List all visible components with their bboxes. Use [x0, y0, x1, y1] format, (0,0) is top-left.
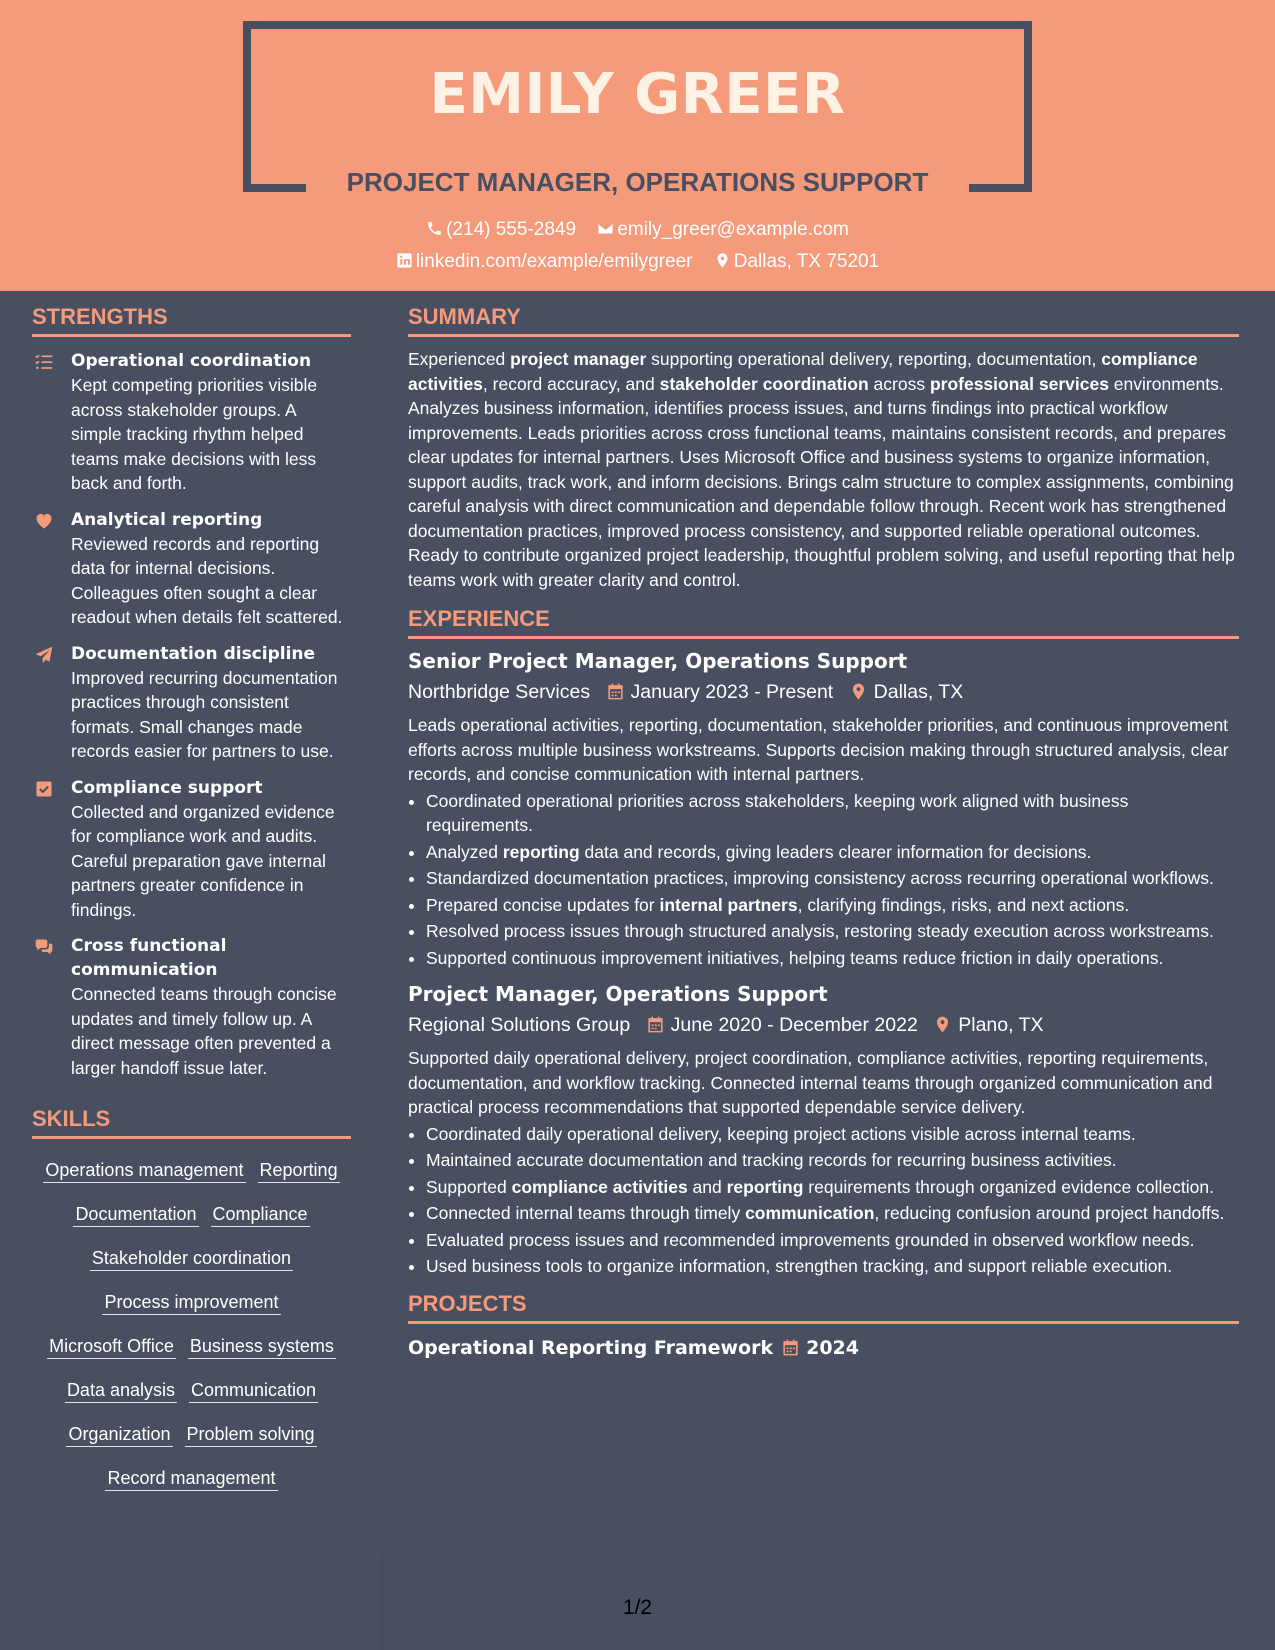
bullet-item — [426, 1122, 1239, 1147]
bold-phrase: compliance activities — [408, 349, 1198, 394]
strength-title: Documentation discipline — [71, 643, 316, 664]
job-dates: January 2023 - Present — [630, 681, 834, 703]
map-pin-icon — [933, 1015, 952, 1034]
skill-tag: Organization — [66, 1422, 172, 1447]
bullet-item — [426, 866, 1239, 891]
strength-desc: Connected teams through concise updates and timely follow up. A direct message often prevented a larger handoff issue later. — [71, 984, 337, 1078]
strength-item — [32, 642, 351, 764]
strength-item — [32, 508, 351, 630]
map-pin-icon — [849, 682, 868, 701]
bullet-item — [426, 789, 1239, 838]
checklist-icon — [34, 352, 54, 372]
text-run: , record accuracy, and — [482, 373, 660, 394]
text-run: environments. Analyzes business information, identifies process issues, and turns findings into practical workflow improvements. Leads priorities across cross functional teams, maintains consistent records, and prepares clear updates for internal partners. Uses Microsoft Office and business systems to organize information, support audits, track work, and inform decisions. Brings calm structure to complex assignments, combining careful analysis with direct communication and dependable follow through. Recent work has strengthened documentation practices, improved process consistency, and supported reliable operational outcomes. Ready to contribute organized project leadership, thoughtful problem solving, and useful reporting that help teams work with greater clarity and control. — [408, 373, 1235, 590]
project-title: Operational Reporting Framework — [408, 1336, 774, 1359]
skill-tag: Communication — [189, 1378, 318, 1403]
strengths-heading: STRENGTHS — [32, 304, 351, 337]
text-run: Experienced — [408, 349, 511, 369]
job-bullets — [408, 1122, 1239, 1279]
text-run: Connected internal teams through timely — [426, 1203, 746, 1223]
envelope-icon — [597, 220, 614, 237]
job-description: Leads operational activities, reporting, documentation, stakeholder priorities, and continuous improvement efforts across multiple business workstreams. Supports decision making through structured analysis, clear records, and concise communication with internal partners. — [408, 715, 1229, 784]
calendar-icon — [781, 1338, 800, 1357]
bullet-item — [426, 1254, 1239, 1279]
strength-title: Analytical reporting — [71, 509, 263, 530]
skill-tag: Record management — [105, 1466, 277, 1491]
bullet-item — [426, 1175, 1239, 1200]
phone-icon — [426, 220, 443, 237]
text-run: Prepared concise updates for — [426, 894, 660, 915]
bold-phrase: reporting — [502, 841, 580, 862]
strength-desc: Reviewed records and reporting data for internal decisions. Colleagues often sought a clear readout when details felt scattered. — [71, 533, 343, 627]
bold-phrase: compliance activities — [511, 1176, 688, 1197]
job-title: Project Manager, Operations Support — [408, 982, 828, 1006]
skill-tag: Reporting — [258, 1158, 340, 1183]
text-run: supporting operational delivery, reporting, documentation, — [646, 349, 1102, 369]
bold-phrase: project manager — [510, 349, 647, 369]
contact-row-1 — [0, 219, 1275, 241]
skill-tag: Problem solving — [185, 1422, 317, 1447]
summary-text — [408, 347, 1239, 592]
text-run: Coordinated operational priorities across stakeholders, keeping work aligned with business requirements. — [426, 790, 1129, 835]
job-location: Dallas, TX — [873, 681, 964, 703]
job-location: Plano, TX — [958, 1014, 1044, 1036]
email-item[interactable] — [597, 219, 849, 241]
text-run: Resolved process issues through structured analysis, restoring steady execution across workstreams. — [426, 921, 1214, 941]
bullet-item — [426, 1228, 1239, 1253]
skill-tag: Process improvement — [102, 1290, 280, 1315]
bullet-item — [426, 893, 1239, 918]
bullet-item — [426, 946, 1239, 971]
text-run: across — [868, 373, 930, 394]
skill-tag: Operations management — [43, 1158, 245, 1183]
strength-desc: Collected and organized evidence for compliance work and audits. Careful preparation gave internal partners greater confidence in findings. — [71, 801, 335, 920]
job-meta — [408, 1010, 1239, 1040]
phone-text: (214) 555-2849 — [446, 219, 577, 240]
bullet-item — [426, 1201, 1239, 1226]
skill-tag: Compliance — [211, 1202, 310, 1227]
job-description: Supported daily operational delivery, project coordination, compliance activities, reporting requirements, documentation, and workflow tracking. Connected internal teams through organized communication and practical process recommendations that supported dependable service delivery. — [408, 1048, 1213, 1117]
linkedin-icon — [396, 252, 413, 269]
job-entry — [408, 647, 1239, 970]
skill-tag: Stakeholder coordination — [90, 1246, 293, 1271]
summary-heading: SUMMARY — [408, 304, 1239, 337]
projects-heading: PROJECTS — [408, 1291, 1239, 1324]
strength-desc: Improved recurring documentation practices through consistent formats. Small changes made records easier for partners to use. — [71, 667, 338, 761]
text-run: Maintained accurate documentation and tracking records for recurring business activities. — [426, 1150, 1117, 1170]
bullet-item — [426, 840, 1239, 865]
job-entry — [408, 980, 1239, 1279]
strength-item — [32, 349, 351, 496]
text-run: Standardized documentation practices, improving consistency across recurring operational workflows. — [426, 868, 1214, 888]
job-bullets — [408, 789, 1239, 971]
strength-desc: Kept competing priorities visible across stakeholder groups. A simple tracking rhythm helped teams make decisions with less back and forth. — [71, 375, 318, 493]
text-run: Supported — [426, 1176, 512, 1197]
text-run: , clarifying findings, risks, and next actions. — [797, 894, 1130, 915]
bold-phrase: communication — [745, 1203, 875, 1223]
calendar-icon — [646, 1015, 665, 1034]
linkedin-item[interactable] — [396, 251, 693, 273]
project-entry — [408, 1334, 1239, 1362]
chat-bubbles-icon — [34, 937, 54, 957]
text-run: Used business tools to organize information, strengthen tracking, and support reliable execution. — [426, 1256, 1173, 1276]
job-dates: June 2020 - December 2022 — [670, 1014, 918, 1036]
skill-tag: Microsoft Office — [47, 1334, 176, 1359]
bold-phrase: stakeholder coordination — [659, 373, 869, 394]
text-run: requirements through organized evidence collection. — [803, 1176, 1214, 1197]
right-column — [408, 304, 1239, 1362]
job-title: Senior Project Manager, Operations Support — [408, 649, 908, 673]
linkedin-text: linkedin.com/example/emilygreer — [415, 251, 693, 272]
skill-tag: Data analysis — [65, 1378, 177, 1403]
text-run: and — [687, 1176, 727, 1197]
text-run: Evaluated process issues and recommended improvements grounded in observed workflow needs. — [426, 1229, 1195, 1250]
checkbox-icon — [34, 779, 54, 799]
location-item — [714, 251, 879, 273]
bold-phrase: professional services — [929, 373, 1109, 394]
candidate-name: EMILY GREER — [429, 62, 846, 127]
bullet-item — [426, 919, 1239, 944]
experience-heading: EXPERIENCE — [408, 606, 1239, 639]
skill-tag: Documentation — [73, 1202, 198, 1227]
strength-title: Operational coordination — [71, 351, 312, 371]
skills-list — [32, 1149, 351, 1501]
left-column — [32, 304, 351, 1501]
bold-phrase: internal partners — [659, 894, 798, 915]
calendar-icon — [606, 682, 625, 701]
text-run: , reducing confusion around project handoffs. — [874, 1203, 1225, 1223]
job-meta — [408, 677, 1239, 707]
map-pin-icon — [714, 252, 731, 269]
bullet-item — [426, 1148, 1239, 1173]
skills-heading: SKILLS — [32, 1106, 351, 1139]
email-text: emily_greer@example.com — [617, 219, 849, 240]
project-year: 2024 — [806, 1336, 859, 1359]
heart-icon — [34, 511, 54, 531]
text-run: data and records, giving leaders clearer information for decisions. — [579, 841, 1092, 862]
strength-title: Cross functional communication — [71, 936, 227, 980]
location-text: Dallas, TX 75201 — [733, 251, 880, 272]
bold-phrase: reporting — [726, 1176, 804, 1197]
text-run: Analyzed — [426, 841, 503, 862]
page-number: 1/2 — [622, 1596, 653, 1619]
paper-plane-icon — [34, 645, 54, 665]
strength-item — [32, 776, 351, 923]
company-name: Regional Solutions Group — [408, 1014, 631, 1036]
strength-title: Compliance support — [71, 777, 263, 798]
text-run: Supported continuous improvement initiatives, helping teams reduce friction in daily operations. — [426, 947, 1164, 968]
candidate-role: PROJECT MANAGER, OPERATIONS SUPPORT — [346, 167, 929, 197]
skill-tag: Business systems — [188, 1334, 336, 1359]
phone-item[interactable] — [426, 219, 576, 241]
company-name: Northbridge Services — [408, 681, 591, 703]
text-run: Coordinated daily operational delivery, keeping project actions visible across internal teams. — [426, 1123, 1136, 1144]
strength-item — [32, 934, 351, 1080]
contact-row-2 — [0, 251, 1275, 273]
